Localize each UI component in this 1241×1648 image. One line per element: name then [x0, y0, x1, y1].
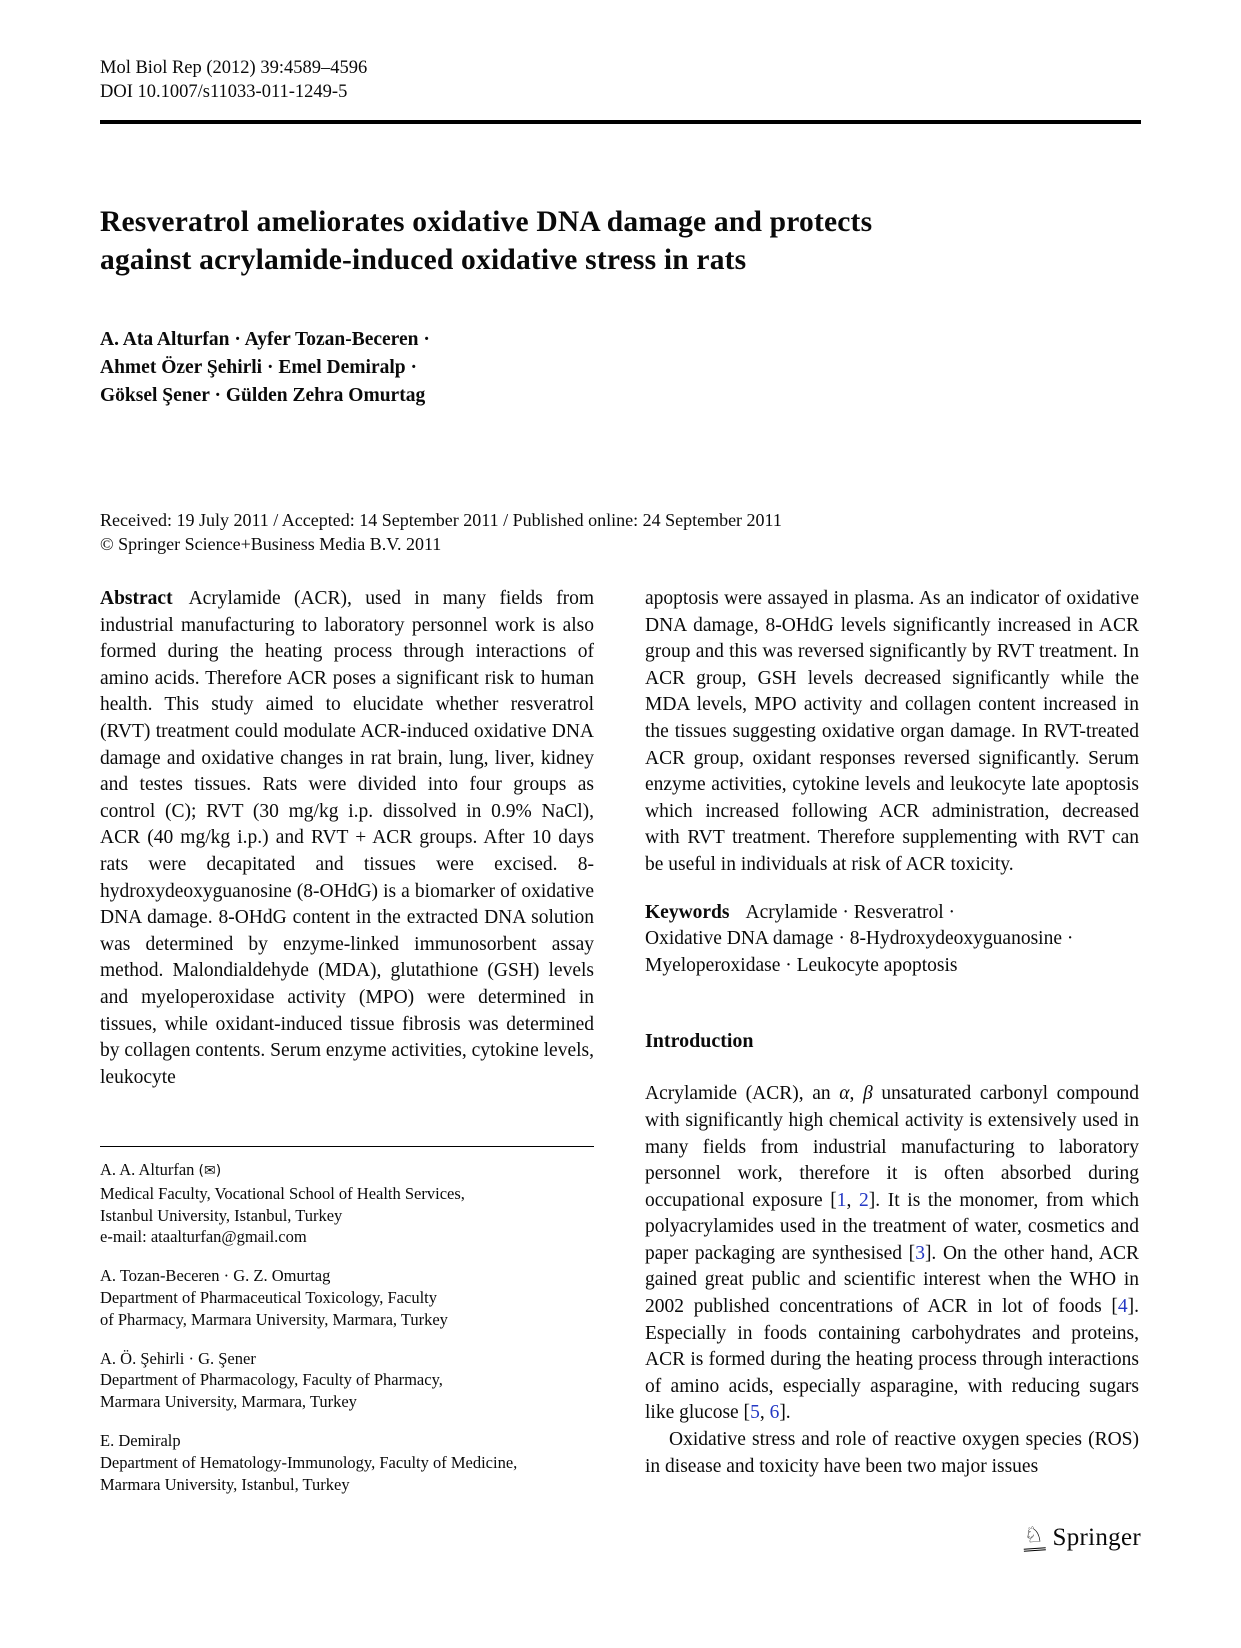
- affiliation-line: Marmara University, Marmara, Turkey: [100, 1392, 357, 1412]
- header-rule: [100, 120, 1141, 124]
- journal-header: [100, 56, 367, 104]
- author-line-2: Ahmet Özer Şehirli · Emel Demiralp ·: [100, 357, 417, 378]
- footnote-block-corresponding-author: [100, 1159, 594, 1248]
- author-line-3: Göksel Şener · Gülden Zehra Omurtag: [100, 385, 426, 406]
- introduction-paragraph-2: Oxidative stress and role of reactive oxygen species (ROS) in disease and toxicity have been two major issues: [645, 1429, 1139, 1477]
- article-history: [100, 508, 782, 556]
- journal-citation: Mol Biol Rep (2012) 39:4589–4596: [100, 58, 368, 78]
- footnote-block-affiliation-3: [100, 1348, 594, 1413]
- keywords-line-3: Myeloperoxidase · Leukocyte apoptosis: [645, 954, 958, 976]
- article-title-line-1: Resveratrol ameliorates oxidative DNA damage and protects: [100, 206, 873, 238]
- author-line-1: A. Ata Alturfan · Ayfer Tozan-Beceren ·: [100, 329, 430, 350]
- keywords-line-1: [645, 900, 1139, 927]
- author-affiliations-footnote: [100, 1146, 594, 1495]
- footnote-block-affiliation-4: [100, 1430, 594, 1495]
- section-heading-introduction: Introduction: [645, 1030, 754, 1053]
- author-list: [100, 326, 430, 410]
- email-line[interactable]: e-mail: ataalturfan@gmail.com: [100, 1227, 307, 1247]
- affiliation-line: Department of Pharmacology, Faculty of Pharmacy,: [100, 1370, 443, 1390]
- citation-ref[interactable]: 2: [859, 1189, 869, 1211]
- affiliation-line: Department of Hematology-Immunology, Faculty of Medicine,: [100, 1452, 518, 1472]
- publisher-footer: [1023, 1524, 1141, 1552]
- springer-logo-text: Springer: [1052, 1524, 1141, 1551]
- corresponding-author-name: A. A. Alturfan: [100, 1160, 195, 1179]
- affiliation-authors: A. Tozan-Beceren · G. Z. Omurtag: [100, 1266, 331, 1286]
- springer-logo-icon: ♘: [1022, 1524, 1045, 1551]
- affiliation-authors: A. Ö. Şehirli · G. Şener: [100, 1348, 256, 1368]
- keywords-block: [645, 900, 1139, 980]
- citation-ref[interactable]: 3: [915, 1242, 925, 1264]
- envelope-icon: (✉): [198, 1163, 222, 1179]
- received-accepted-published-line: Received: 19 July 2011 / Accepted: 14 September 2011 / Published online: 24 September 2011: [100, 510, 782, 530]
- abstract-text-column1: Acrylamide (ACR), used in many fields from industrial manufacturing to laboratory personnel work is also formed during the heating process through interactions of amino acids. Therefore ACR poses a significant risk to human health. This study aimed to elucidate whether resveratrol (RVT) treatment could modulate ACR-induced oxidative DNA damage and oxidative changes in rat brain, lung, liver, kidney and testes tissues. Rats were divided into four groups as control (C); RVT (30 mg/kg i.p. dissolved in 0.9% NaCl), ACR (40 mg/kg i.p.) and RVT + ACR groups. After 10 days rats were decapitated and tissues were excised. 8-hydroxydeoxyguanosine (8-OHdG) is a biomarker of oxidative DNA damage. 8-OHdG content in the extracted DNA solution was determined by enzyme-linked immunosorbent assay method. Malondialdehyde (MDA), glutathione (GSH) levels and myeloperoxidase activity (MPO) were determined in tissues, while oxidant-induced tissue fibrosis was determined by collagen contents. Serum enzyme activities, cytokine levels, leukocyte: [100, 588, 594, 1088]
- affiliation-authors: E. Demiralp: [100, 1430, 181, 1450]
- corresponding-author-line: [100, 1159, 594, 1183]
- citation-ref[interactable]: 4: [1117, 1296, 1128, 1318]
- introduction-paragraph-1: Acrylamide (ACR), an α, β unsaturated carbonyl compound with significantly high chemical activity is extensively used in many fields from industrial manufacturing to laboratory personnel work, therefore it is often absorbed during occupational exposure [1, 2]. It is the monomer, from which polyacrylamides used in the treatment of water, cosmetics and paper packaging are synthesised [3]. On the other hand, ACR gained great public and scientific interest when the WHO in 2002 published concentrations of ACR in lot of foods [4]. Especially in foods containing carbohydrates and proteins, ACR is formed during the heating process through interactions of amino acids, especially asparagine, with reducing sugars like glucose [5, 6].: [645, 1083, 1140, 1424]
- abstract-label: Abstract: [100, 588, 173, 609]
- doi-line: DOI 10.1007/s11033-011-1249-5: [100, 82, 348, 102]
- affiliation-line: Marmara University, Istanbul, Turkey: [100, 1474, 350, 1494]
- affiliation-line: Medical Faculty, Vocational School of Health Services,: [100, 1183, 465, 1203]
- footnote-block-affiliation-2: [100, 1265, 594, 1330]
- left-column: [100, 586, 594, 1091]
- copyright-line: © Springer Science+Business Media B.V. 2011: [100, 534, 442, 554]
- right-column: [645, 586, 1139, 1480]
- article-title: [100, 203, 872, 279]
- article-title-line-2: against acrylamide-induced oxidative stress in rats: [100, 244, 747, 276]
- citation-ref[interactable]: 6: [769, 1402, 780, 1424]
- affiliation-line: Department of Pharmaceutical Toxicology, Faculty: [100, 1287, 437, 1307]
- affiliation-line: Istanbul University, Istanbul, Turkey: [100, 1205, 343, 1225]
- abstract-text-column2: apoptosis were assayed in plasma. As an indicator of oxidative DNA damage, 8-OHdG levels significantly increased in ACR group and this was reversed significantly by RVT treatment. In ACR group, GSH levels decreased significantly while the MDA levels, MPO activity and collagen content increased in the tissues suggesting oxidative organ damage. In RVT-treated ACR group, oxidant responses reversed significantly. Serum enzyme activities, cytokine levels and leukocyte late apoptosis which increased following ACR administration, decreased with RVT treatment. Therefore supplementing with RVT can be useful in individuals at risk of ACR toxicity.: [645, 588, 1139, 875]
- keywords-line-2: Oxidative DNA damage · 8-Hydroxydeoxyguanosine ·: [645, 928, 1074, 950]
- keywords-label: Keywords: [645, 901, 730, 923]
- keywords-line-1-text: Acrylamide · Resveratrol ·: [745, 901, 956, 923]
- abstract-paragraph: [100, 586, 594, 1091]
- citation-ref[interactable]: 5: [750, 1402, 760, 1424]
- citation-ref[interactable]: 1: [836, 1189, 847, 1211]
- affiliation-line: of Pharmacy, Marmara University, Marmara, Turkey: [100, 1309, 448, 1329]
